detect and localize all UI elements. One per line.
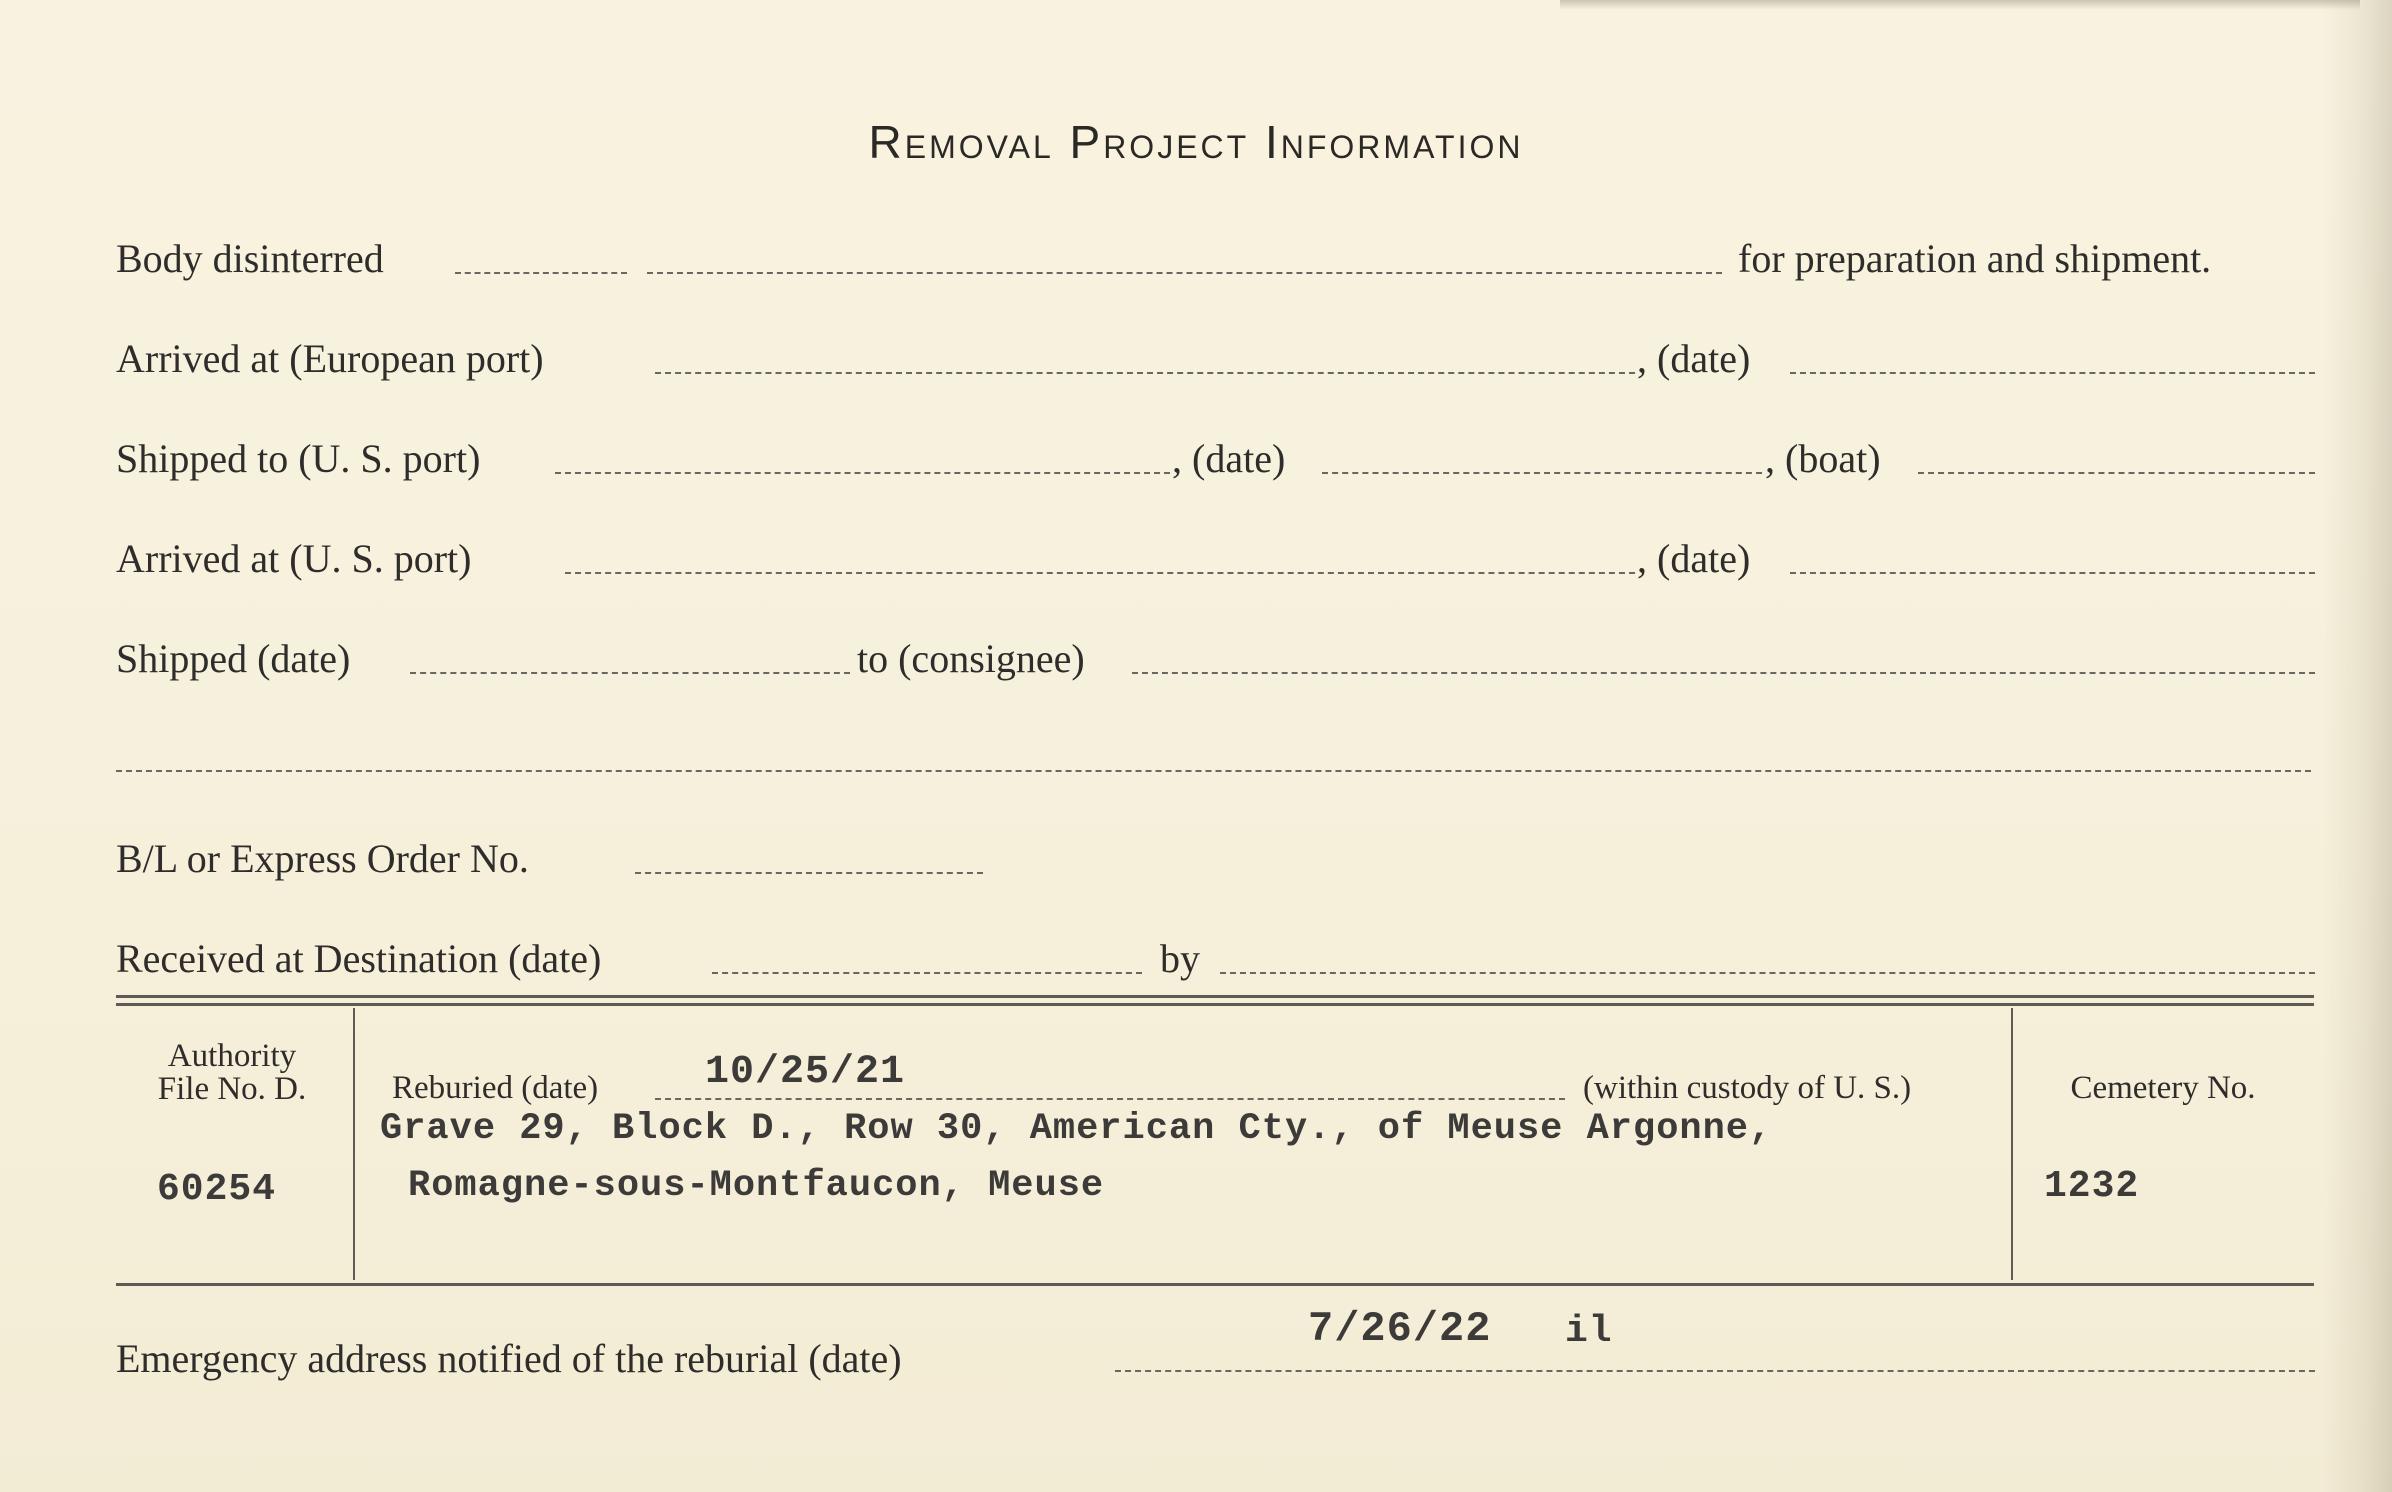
double-rule-bottom [116,1003,2314,1006]
cemetery-no-label: Cemetery No. [2070,1070,2256,1106]
emergency-initials: il [1565,1310,1613,1353]
shipped-to-us-date-label: , (date) [1172,436,1286,481]
bl-express-order-field [635,872,983,874]
reburied-date-field [655,1098,1565,1100]
consignee-label: to (consignee) [857,636,1085,681]
within-custody-label: (within custody of U. S.) [1583,1070,1912,1106]
body-disinterred-field-b [647,272,1722,274]
consignee-continuation-field [116,770,2311,772]
grave-location-line-1: Grave 29, Block D., Row 30, American Cty., of Meuse Argonne, [380,1108,1773,1150]
received-destination-label: Received at Destination (date) [116,936,602,981]
arrived-european-port-label: Arrived at (European port) [116,336,544,381]
us-port-field [555,472,1170,474]
double-rule-top [116,995,2314,998]
arrived-us-port-label: Arrived at (U. S. port) [116,536,472,581]
consignee-field [1132,672,2315,674]
arrived-european-date-label: , (date) [1637,336,1751,381]
received-by-label: by [1160,936,1200,981]
arrived-us-date-field [1790,572,2315,574]
file-no-label: File No. D. [157,1071,307,1107]
bl-express-order-label: B/L or Express Order No. [116,836,529,881]
reburied-date-label: Reburied (date) [392,1070,599,1106]
grave-location-line-2: Romagne-sous-Montfaucon, Meuse [408,1165,1105,1207]
authority-file-number: 60254 [157,1168,277,1211]
shipped-date-label: Shipped (date) [116,636,351,681]
cemetery-column-divider [2011,1008,2013,1280]
cemetery-number: 1232 [2044,1165,2140,1208]
received-by-field [1220,972,2315,974]
shipped-to-us-port-label: Shipped to (U. S. port) [116,436,481,481]
boat-label: , (boat) [1765,436,1881,481]
arrived-european-date-field [1790,372,2315,374]
body-disinterred-field-a [455,272,627,274]
shipped-date-field [410,672,850,674]
authority-column-divider [353,1008,355,1280]
card-edge-shadow [2322,0,2392,1492]
arrived-us-port-field [565,572,1635,574]
european-port-field [655,372,1635,374]
reburied-date-value: 10/25/21 [705,1050,906,1095]
received-destination-date-field [712,972,1142,974]
bottom-rule [116,1283,2314,1286]
arrived-us-date-label: , (date) [1637,536,1751,581]
emergency-date-field [1115,1370,2315,1372]
boat-field [1918,472,2315,474]
preparation-shipment-label: for preparation and shipment. [1738,236,2212,281]
body-disinterred-label: Body disinterred [116,236,384,281]
emergency-date-value: 7/26/22 [1308,1305,1492,1353]
emergency-address-label: Emergency address notified of the reburial (date) [116,1336,902,1381]
card-title: Removal Project Information [868,116,1524,168]
shipped-to-us-date-field [1322,472,1762,474]
authority-label: Authority [167,1038,297,1074]
card-top-stain [1560,0,2360,10]
